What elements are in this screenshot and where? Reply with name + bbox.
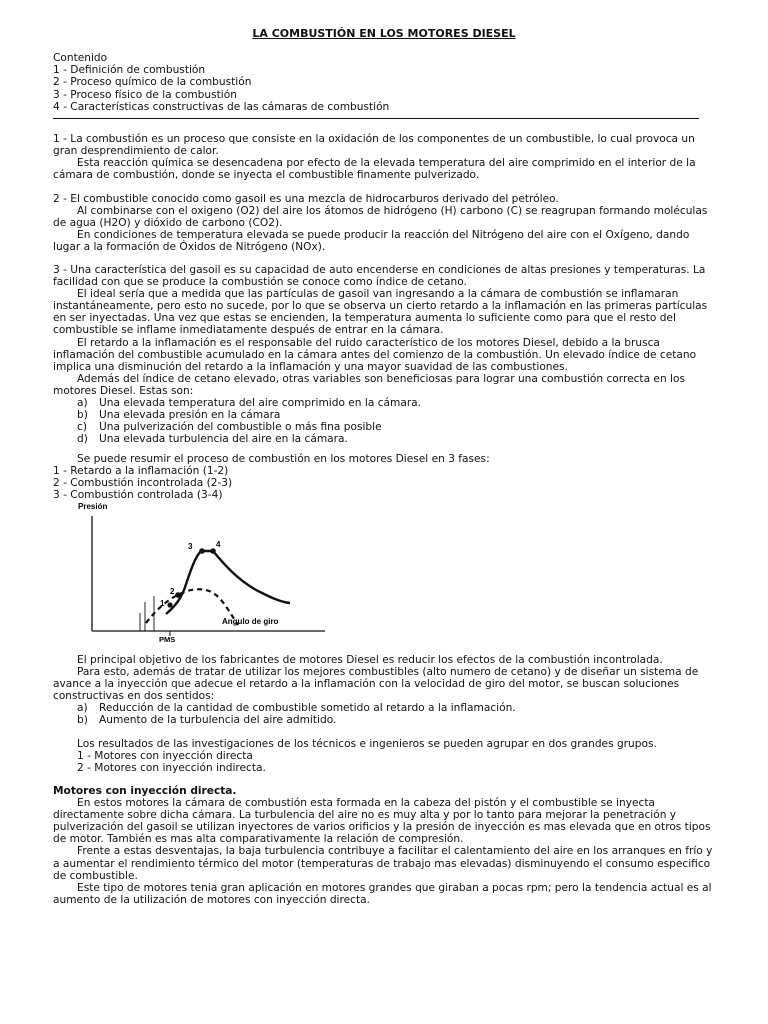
- paragraph: El retardo a la inflamación es el responsable del ruido característico de los motores Diesel, debido a la brusca inflamación del combustible acumulado en la cámara antes del comienzo de la combustión. Un elevado índice de cetano implica una disminución del retardo a la inflamación y una mayor suavidad de las combustiones.: [53, 336, 697, 373]
- paragraph: Este tipo de motores tenia gran aplicación en motores grandes que giraban a pocas rpm; pero la tendencia actual es al aumento de la utilización de motores con inyección directa.: [53, 881, 712, 906]
- paragraph: 3 - Una característica del gasoil es su capacidad de auto encenderse en condiciones de altas presiones y temperaturas. La facilidad con que se produce la combustión se conoce como índice de cetano.: [53, 264, 706, 289]
- phase-item: 1 - Retardo a la inflamación (1-2): [53, 465, 229, 478]
- point-2-label: 2: [170, 587, 175, 596]
- section-2: [53, 193, 719, 253]
- groups-block: [53, 738, 719, 774]
- point-4-label: 4: [216, 540, 221, 549]
- paragraph: En estos motores la cámara de combustión esta formada en la cabeza del pistón y el combustible se inyecta directamente sobre dicha cámara. La turbulencia del aire no es muy alta y por lo tanto para mejorar la penetración y pulverización del gasoil se utilizan inyectores de varios orificios y la presión de inyección es mas elevada que en otros tipos de motor. También es mas alta comparativamente la relación de compresión.: [53, 797, 711, 846]
- paragraph: Al combinarse con el oxigeno (O2) del aire los átomos de hidrógeno (H) carbono (C) se reagrupan formando moléculas de agua (H2O) y dióxido de carbono (CO2).: [53, 205, 708, 230]
- pressure-diagram: [70, 498, 340, 648]
- y-axis-label: Presión: [78, 502, 108, 511]
- point-3-marker: [199, 548, 205, 554]
- point-2-marker: [175, 592, 181, 598]
- list-item: c) Una pulverización del combustible o más fina posible: [77, 421, 382, 434]
- paragraph: En condiciones de temperatura elevada se puede producir la reacción del Nitrógeno del aire con el Oxígeno, dando lugar a la formación de Óxidos de Nitrógeno (NOx).: [53, 229, 690, 254]
- tdc-label: PMS: [159, 635, 176, 644]
- phase-markers: [140, 596, 154, 631]
- list-item: d) Una elevada turbulencia del aire en la cámara.: [77, 433, 348, 446]
- paragraph: Además del índice de cetano elevado, otras variables son beneficiosas para lograr una combustión correcta en los motores Diesel. Estas son:: [53, 372, 685, 397]
- contents-item: 2 - Proceso químico de la combustión: [53, 76, 252, 89]
- paragraph: Los resultados de las investigaciones de los técnicos e ingenieros se pueden agrupar en dos grandes grupos.: [77, 738, 657, 750]
- contents-item: 4 - Características constructivas de las cámaras de combustión: [53, 100, 390, 113]
- section-4: [53, 654, 719, 727]
- paragraph: Frente a estas desventajas, la baja turbulencia contribuye a facilitar el calentamiento del aire en los arranques en frío y a aumentar el rendimiento térmico del motor (temperaturas de trabajo mas elevadas) disminuyendo el consumo especifico de combustible.: [53, 845, 713, 882]
- contents-item: 1 - Definición de combustión: [53, 64, 206, 77]
- paragraph: Se puede resumir el proceso de combustión en los motores Diesel en 3 fases:: [77, 453, 490, 465]
- paragraph: El ideal sería que a medida que las partículas de gasoil van ingresando a la cámara de combustión se inflamaran instantáneamente, pero esto no sucede, por lo que se observa un cierto retardo a la inflamación en las primeras partículas en ser inyectadas. Una vez que estas se encienden, la temperatura aumenta lo suficiente como para que el resto del combustible se inflame inmediatamente después de entrar en la cámara.: [53, 288, 708, 337]
- list-item: a) Reducción de la cantidad de combustible sometido al retardo a la inflamación.: [77, 702, 516, 715]
- divider: [53, 118, 699, 119]
- direct-injection-section: [53, 785, 719, 906]
- paragraph: 2 - El combustible conocido como gasoil es una mezcla de hidrocarburos derivado del petróleo.: [53, 193, 559, 205]
- list-item: b) Aumento de la turbulencia del aire admitido.: [77, 714, 337, 727]
- paragraph: Esta reacción química se desencadena por efecto de la elevada temperatura del aire comprimido en el interior de la cámara de combustión, donde se inyecta el combustible finamente pulverizado.: [53, 157, 696, 182]
- section-1: [53, 133, 719, 181]
- list-item: a) Una elevada temperatura del aire comprimido en la cámara.: [77, 397, 422, 410]
- group-item: 2 - Motores con inyección indirecta.: [77, 762, 266, 775]
- phase-item: 3 - Combustión controlada (3-4): [53, 489, 223, 502]
- point-1-marker: [167, 602, 172, 607]
- phase-item: 2 - Combustión incontrolada (2-3): [53, 477, 233, 490]
- list-item: b) Una elevada presión en la cámara: [77, 409, 281, 422]
- contents-item: 3 - Proceso físico de la combustión: [53, 88, 237, 101]
- document-title: LA COMBUSTIÓN EN LOS MOTORES DIESEL: [252, 27, 516, 40]
- point-4-marker: [210, 548, 216, 554]
- paragraph: Para esto, además de tratar de utilizar los mejores combustibles (alto numero de cetano) y de diseñar un sistema de avance a la inyección que adecue el retardo a la inflamación con la velocidad de giro del motor, se buscan soluciones constructivas en dos sentidos:: [53, 666, 699, 703]
- paragraph: 1 - La combustión es un proceso que consiste en la oxidación de los componentes de un combustible, lo cual provoca un gran desprendimiento de calor.: [53, 133, 695, 158]
- phases-block: [53, 453, 719, 501]
- group-item: 1 - Motores con inyección directa: [77, 750, 253, 763]
- x-axis-label: Angulo de giro: [222, 617, 279, 626]
- section-3: [53, 264, 719, 445]
- section-heading: Motores con inyección directa.: [53, 785, 237, 797]
- contents-heading: Contenido: [53, 52, 108, 64]
- point-1-label: 1: [160, 599, 165, 608]
- combustion-curve: [166, 551, 290, 614]
- point-3-label: 3: [188, 542, 193, 551]
- paragraph: El principal objetivo de los fabricantes de motores Diesel es reducir los efectos de la combustión incontrolada.: [77, 654, 663, 666]
- table-of-contents: [53, 52, 389, 113]
